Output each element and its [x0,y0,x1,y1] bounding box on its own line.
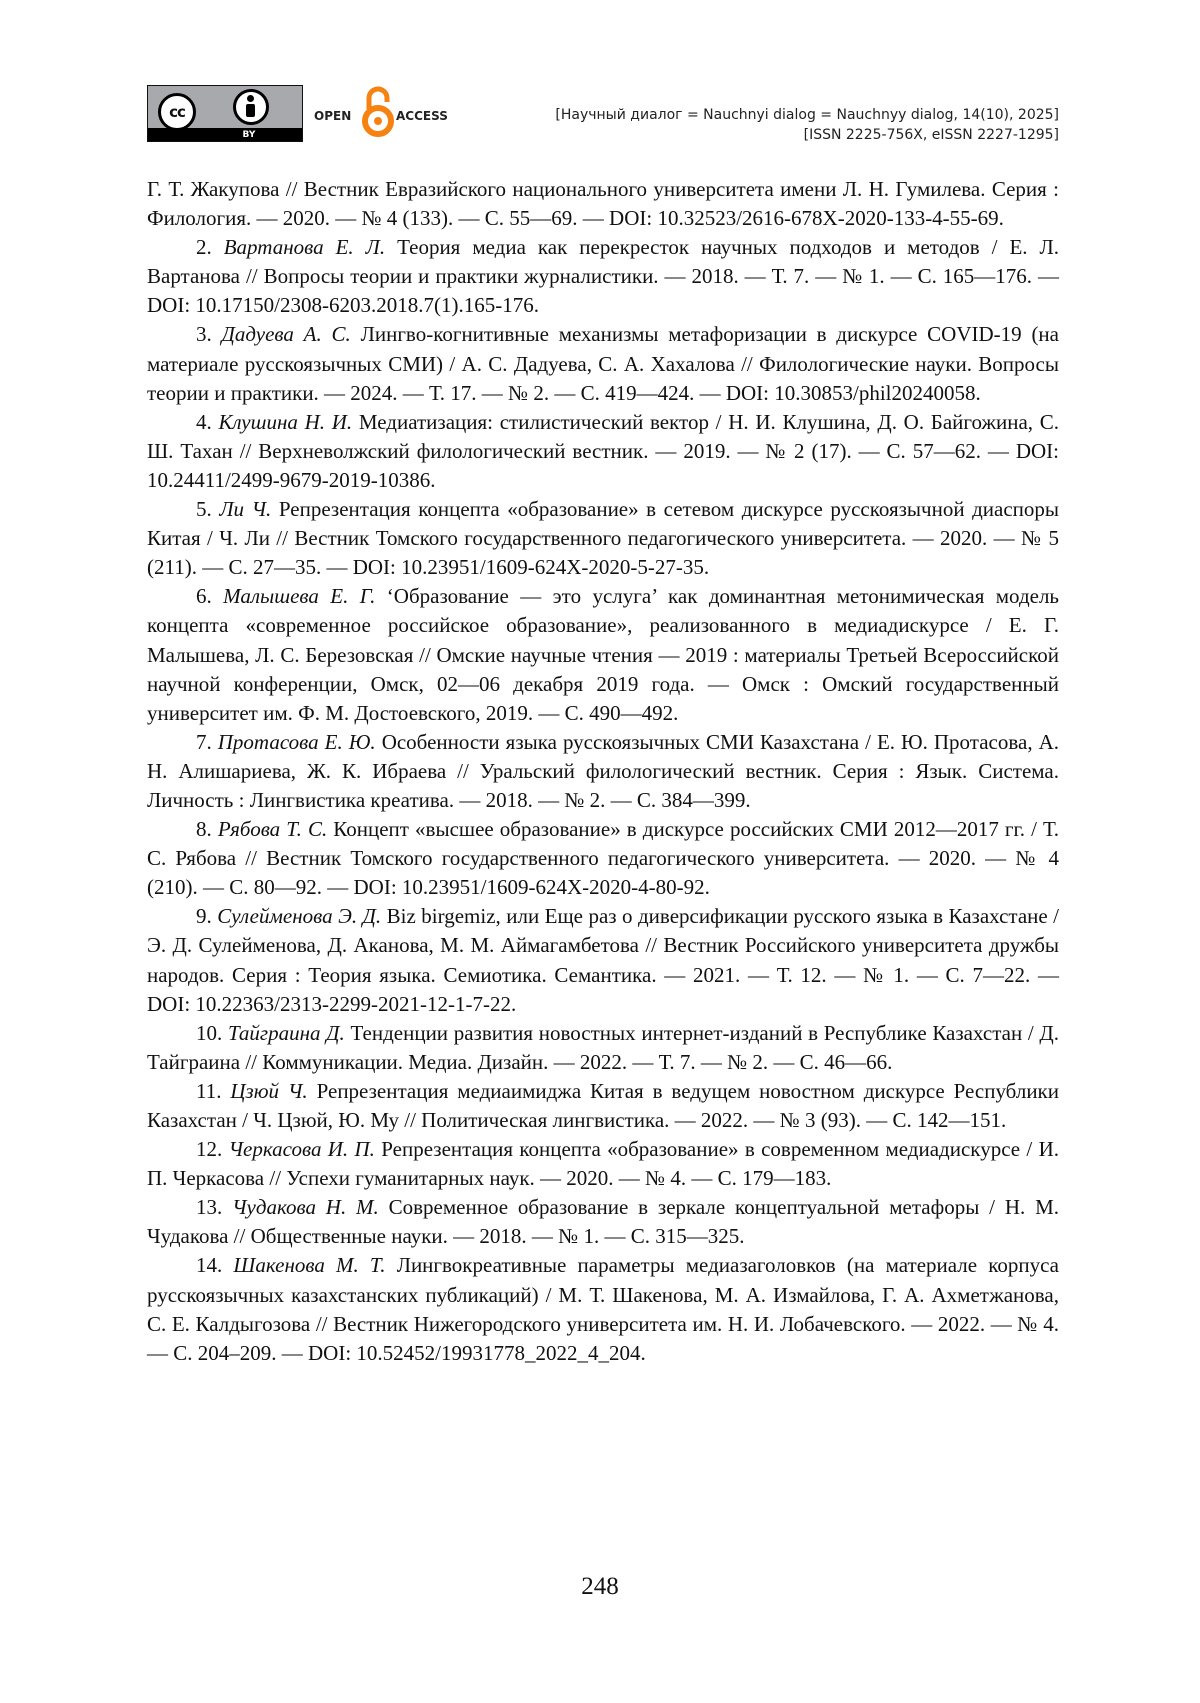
attribution-person-icon [233,89,269,125]
reference-item: 6. Малышева Е. Г. ‘Образование — это услуга’ как доминантная метонимическая модель концепта «современное российское образование», реализованного в медиадискурсе / Е. Г. Малышева, Л. С. Березовская // Омские научные чтения — 2019 : материалы Третьей Всероссийской научной конференции, Омск, 02—06 декабря 2019 года. — Омск : Омский государственный университет им. Ф. М. Достоевского, 2019. — С. 490—492. [147,584,1060,725]
open-access-logo [314,85,464,140]
reference-item: 3. Дадуева А. С. Лингво-когнитивные механизмы метафоризации в дискурсе COVID-19 (на материале русскоязычных СМИ) / А. С. Дадуева, С. А. Хахалова // Филологические науки. Вопросы теории и практики. — 2024. — Т. 17. — № 2. — С. 419—424. — DOI: 10.30853/phil20240058. [147,322,1059,405]
reference-continuation: Г. Т. Жакупова // Вестник Евразийского национального университета имени Л. Н. Гумилева. Серия : Филология. — 2020. — № 4 (133). — С. 55—69. — DOI: 10.32523/2616-678X-2020-133-4-55-69. [147,177,1059,231]
open-access-left-text: OPEN [314,109,352,123]
reference-item: 2. Вартанова Е. Л. Теория медиа как перекресток научных подходов и методов / Е. Л. Вартанова // Вопросы теории и практики журналистики. — 2018. — Т. 7. — № 1. — С. 165—176. — DOI: 10.17150/2308-6203.2018.7(1).165-176. [147,235,1060,318]
open-lock-icon [361,85,395,140]
reference-item: 9. Сулейменова Э. Д. Biz birgemiz, или Еще раз о диверсификации русского языка в Казахстане / Э. Д. Сулейменова, Д. Аканова, М. М. Аймагамбетова // Вестник Российского университета дружбы народов. Серия : Теория языка. Семиотика. Семантика. — 2021. — Т. 12. — № 1. — С. 7—22. — DOI: 10.22363/2313-2299-2021-12-1-7-22. [147,904,1059,1016]
page-number: 248 [581,1573,619,1600]
license-strip [148,128,302,141]
journal-citation: [Научный диалог = Nauchnyi dialog = Nauchnyy dialog, 14(10), 2025] [555,107,1059,123]
reference-item: 4. Клушина Н. И. Медиатизация: стилистический вектор / Н. И. Клушина, Д. О. Байгожина, С. Ш. Тахан // Верхневолжский филологический вестник. — 2019. — № 2 (17). — С. 57—62. — DOI: 10.24411/2499-9679-2019-10386. [147,409,1060,492]
issn-line: [ISSN 2225-756X, eISSN 2227-1295] [803,127,1059,143]
reference-item: 8. Рябова Т. С. Концепт «высшее образование» в дискурсе российских СМИ 2012—2017 гг. / Т. С. Рябова // Вестник Томского государственного педагогического университета. — 2020. — № 4 (210). — С. 80—92. — DOI: 10.23951/1609-624X-2020-4-80-92. [147,817,1060,900]
cc-by-license-icon[interactable] [147,85,303,142]
reference-item: 12. Черкасова И. П. Репрезентация концепта «образование» в современном медиадискурсе / И. П. Черкасова // Успехи гуманитарных наук. — 2020. — № 4. — С. 179—183. [147,1137,1059,1191]
journal-info [555,105,1059,145]
reference-item: 13. Чудакова Н. М. Современное образование в зеркале концептуальной метафоры / Н. М. Чудакова // Общественные науки. — 2018. — № 1. — С. 315—325. [147,1195,1059,1249]
reference-list [147,175,1059,1368]
reference-item: 10. Тайграина Д. Тенденции развития новостных интернет-изданий в Республике Казахстан / Д. Тайграина // Коммуникации. Медиа. Дизайн. — 2022. — Т. 7. — № 2. — С. 46—66. [147,1020,1060,1074]
reference-item: 14. Шакенова М. Т. Лингвокреативные параметры медиазаголовков (на материале корпуса русскоязычных казахстанских публикаций) / М. Т. Шакенова, М. А. Измайлова, Г. А. Ахметжанова, С. Е. Калдыгозова // Вестник Нижегородского университета им. Н. И. Лобачевского. — 2022. — № 4. — С. 204–209. — DOI: 10.52452/19931778_2022_4_204. [147,1253,1059,1365]
cc-icon: cc [158,93,196,131]
page-header [147,85,1059,145]
reference-item: 5. Ли Ч. Репрезентация концепта «образование» в сетевом дискурсе русскоязычной диаспоры Китая / Ч. Ли // Вестник Томского государственного педагогического университета. — 2020. — № 5 (211). — С. 27—35. — DOI: 10.23951/1609-624X-2020-5-27-35. [147,497,1060,580]
reference-item: 7. Протасова Е. Ю. Особенности языка русскоязычных СМИ Казахстана / Е. Ю. Протасова, А. Н. Алишариева, Ж. К. Ибраева // Уральский филологический вестник. Серия : Язык. Система. Личность : Лингвистика креатива. — 2018. — № 2. — С. 384—399. [147,729,1059,812]
reference-item: 11. Цзюй Ч. Репрезентация медиаимиджа Китая в ведущем новостном дискурсе Республики Казахстан / Ч. Цзюй, Ю. Му // Политическая лингвистика. — 2022. — № 3 (93). — С. 142—151. [147,1078,1059,1132]
open-access-right-text: ACCESS [396,109,448,123]
license-label: BY [242,130,256,140]
